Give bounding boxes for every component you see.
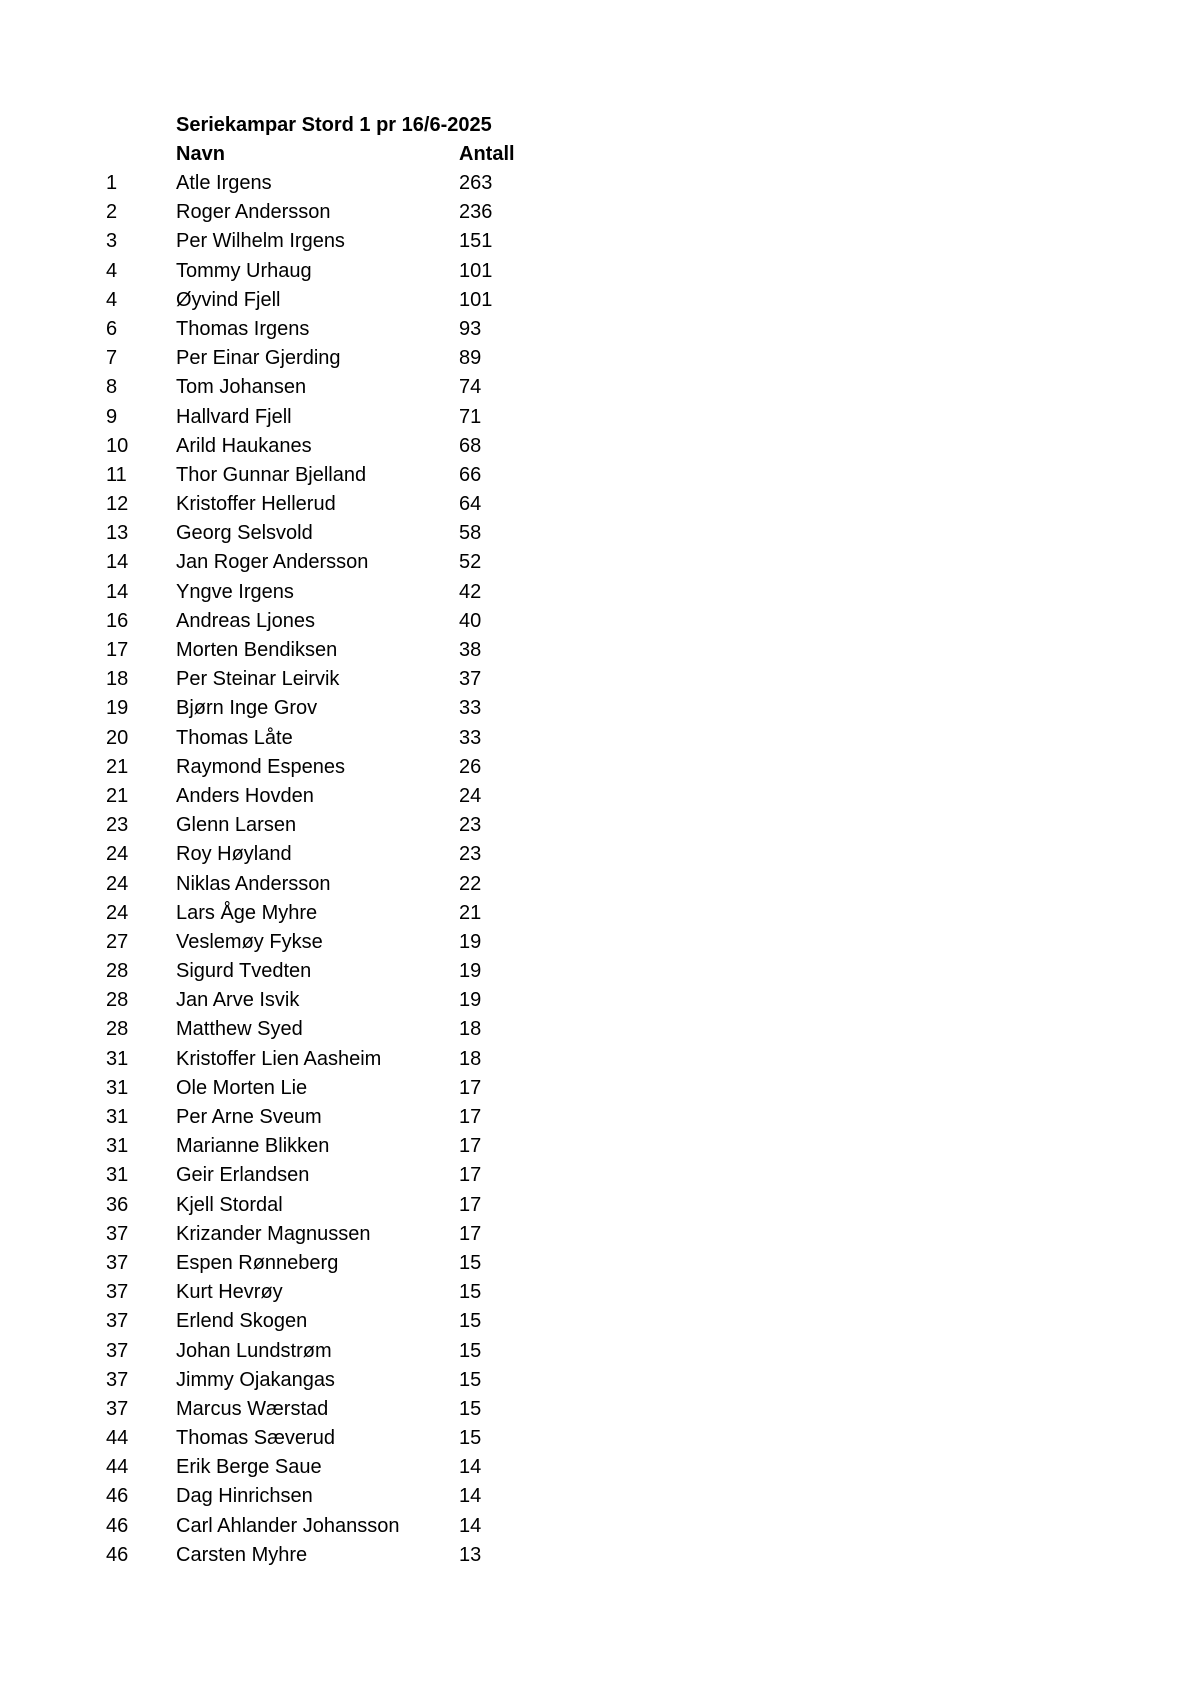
row-rank: 31 (106, 1135, 129, 1158)
row-count: 17 (459, 1164, 482, 1187)
row-name: Thor Gunnar Bjelland (176, 463, 367, 486)
table-row (0, 463, 600, 492)
table-row (0, 1339, 600, 1368)
row-count: 38 (459, 639, 482, 661)
table-row (0, 1514, 600, 1543)
row-count: 22 (459, 872, 482, 895)
row-count: 14 (459, 1514, 482, 1537)
row-count: 15 (459, 1368, 482, 1391)
row-rank: 37 (106, 1310, 129, 1333)
row-name: Andreas Ljones (176, 609, 315, 632)
row-name: Raymond Espenes (176, 755, 345, 778)
row-name: Per Steinar Leirvik (176, 668, 340, 691)
row-count: 18 (459, 1018, 482, 1041)
row-rank: 2 (106, 201, 118, 224)
table-row (0, 434, 600, 463)
row-rank: 46 (106, 1514, 129, 1537)
table-row (0, 200, 600, 229)
row-name: Georg Selsvold (176, 522, 313, 545)
row-rank: 19 (106, 697, 129, 720)
row-count: 37 (459, 668, 482, 691)
column-header-count: Antall (459, 143, 515, 165)
row-count: 26 (459, 755, 482, 778)
table-row (0, 609, 600, 638)
row-count: 236 (459, 201, 493, 224)
row-count: 33 (459, 697, 482, 720)
row-count: 89 (459, 347, 482, 370)
row-name: Kjell Stordal (176, 1193, 283, 1216)
row-count: 66 (459, 463, 482, 486)
row-count: 52 (459, 551, 482, 574)
table-row (0, 755, 600, 784)
row-name: Kristoffer Hellerud (176, 493, 336, 516)
row-rank: 44 (106, 1456, 129, 1479)
row-rank: 17 (106, 639, 129, 661)
table-body (0, 171, 600, 1572)
row-rank: 31 (106, 1076, 129, 1099)
row-name: Atle Irgens (176, 172, 272, 194)
row-name: Roy Høyland (176, 843, 292, 866)
table-row (0, 813, 600, 842)
table-row (0, 1163, 600, 1192)
row-count: 101 (459, 259, 493, 282)
table-row (0, 1193, 600, 1222)
row-rank: 37 (106, 1251, 129, 1274)
table-row (0, 288, 600, 317)
row-rank: 46 (106, 1543, 129, 1566)
row-rank: 1 (106, 172, 118, 194)
row-count: 74 (459, 376, 482, 399)
row-rank: 44 (106, 1427, 129, 1450)
row-count: 40 (459, 609, 482, 632)
table-row (0, 1280, 600, 1309)
row-name: Erlend Skogen (176, 1310, 308, 1333)
row-name: Tommy Urhaug (176, 259, 312, 282)
row-rank: 28 (106, 960, 129, 983)
table-row (0, 1017, 600, 1046)
row-rank: 21 (106, 784, 129, 807)
row-name: Roger Andersson (176, 201, 331, 224)
row-rank: 16 (106, 609, 129, 632)
row-count: 15 (459, 1427, 482, 1450)
row-count: 15 (459, 1339, 482, 1362)
table-row (0, 171, 600, 200)
row-name: Kurt Hevrøy (176, 1281, 283, 1304)
row-rank: 37 (106, 1339, 129, 1362)
row-rank: 28 (106, 989, 129, 1012)
table-row (0, 1105, 600, 1134)
table-row (0, 317, 600, 346)
row-rank: 3 (106, 230, 118, 253)
table-row (0, 988, 600, 1017)
row-rank: 37 (106, 1222, 129, 1245)
row-count: 14 (459, 1485, 482, 1508)
row-rank: 7 (106, 347, 118, 370)
table-row (0, 959, 600, 988)
row-name: Hallvard Fjell (176, 405, 292, 428)
row-count: 14 (459, 1456, 482, 1479)
row-rank: 4 (106, 259, 118, 282)
row-count: 17 (459, 1222, 482, 1245)
table-row (0, 1309, 600, 1338)
row-name: Marcus Wærstad (176, 1397, 329, 1420)
table-row (0, 638, 600, 667)
table-row (0, 1076, 600, 1105)
row-count: 19 (459, 930, 482, 953)
row-name: Jimmy Ojakangas (176, 1368, 335, 1391)
row-count: 24 (459, 784, 482, 807)
row-name: Lars Åge Myhre (176, 901, 318, 924)
row-name: Niklas Andersson (176, 872, 331, 895)
row-rank: 31 (106, 1106, 129, 1128)
row-count: 93 (459, 317, 482, 340)
row-rank: 13 (106, 522, 129, 545)
table-row (0, 1397, 600, 1426)
table-row (0, 1251, 600, 1280)
row-rank: 6 (106, 317, 118, 340)
row-name: Johan Lundstrøm (176, 1339, 332, 1362)
row-rank: 14 (106, 580, 129, 603)
row-count: 42 (459, 580, 482, 603)
row-name: Erik Berge Saue (176, 1456, 322, 1479)
row-count: 101 (459, 288, 493, 311)
table-row (0, 259, 600, 288)
table-row (0, 229, 600, 258)
row-name: Tom Johansen (176, 376, 307, 399)
row-rank: 24 (106, 901, 129, 924)
row-rank: 24 (106, 872, 129, 895)
row-count: 33 (459, 726, 482, 749)
row-rank: 27 (106, 930, 129, 953)
table-row (0, 1368, 600, 1397)
row-rank: 8 (106, 376, 118, 399)
table-row (0, 550, 600, 579)
table-row (0, 930, 600, 959)
row-count: 15 (459, 1310, 482, 1333)
row-rank: 18 (106, 668, 129, 691)
table-header (0, 142, 600, 166)
row-count: 23 (459, 814, 482, 837)
row-count: 17 (459, 1193, 482, 1216)
row-rank: 9 (106, 405, 118, 428)
row-rank: 10 (106, 434, 129, 457)
table-row (0, 842, 600, 871)
row-count: 23 (459, 843, 482, 866)
row-name: Yngve Irgens (176, 580, 294, 603)
row-count: 13 (459, 1543, 482, 1566)
table-row (0, 1426, 600, 1455)
table-row (0, 346, 600, 375)
row-count: 58 (459, 522, 482, 545)
table-row (0, 726, 600, 755)
row-count: 68 (459, 434, 482, 457)
row-name: Ole Morten Lie (176, 1076, 308, 1099)
row-name: Krizander Magnussen (176, 1222, 371, 1245)
row-name: Per Einar Gjerding (176, 347, 341, 370)
row-count: 19 (459, 960, 482, 983)
row-count: 18 (459, 1047, 482, 1070)
row-count: 15 (459, 1251, 482, 1274)
table-row (0, 375, 600, 404)
row-name: Carsten Myhre (176, 1543, 308, 1566)
row-rank: 36 (106, 1193, 129, 1216)
table-row (0, 405, 600, 434)
table-row (0, 1455, 600, 1484)
row-rank: 31 (106, 1164, 129, 1187)
row-name: Jan Arve Isvik (176, 989, 300, 1012)
row-name: Veslemøy Fykse (176, 930, 323, 953)
table-row (0, 901, 600, 930)
row-name: Geir Erlandsen (176, 1164, 310, 1187)
row-rank: 12 (106, 493, 129, 516)
row-name: Morten Bendiksen (176, 639, 338, 661)
page-title: Seriekampar Stord 1 pr 16/6-2025 (176, 114, 492, 136)
row-name: Glenn Larsen (176, 814, 297, 837)
row-rank: 20 (106, 726, 129, 749)
table-row (0, 1222, 600, 1251)
table-row (0, 1484, 600, 1513)
table-row (0, 521, 600, 550)
row-name: Arild Haukanes (176, 434, 312, 457)
table-row (0, 872, 600, 901)
row-name: Øyvind Fjell (176, 288, 281, 311)
row-rank: 46 (106, 1485, 129, 1508)
row-name: Dag Hinrichsen (176, 1485, 313, 1508)
table-row (0, 667, 600, 696)
row-rank: 14 (106, 551, 129, 574)
row-count: 21 (459, 901, 482, 924)
row-name: Matthew Syed (176, 1018, 303, 1041)
row-count: 151 (459, 230, 493, 253)
row-name: Per Wilhelm Irgens (176, 230, 345, 253)
row-name: Anders Hovden (176, 784, 314, 807)
row-count: 15 (459, 1281, 482, 1304)
table-row (0, 580, 600, 609)
row-name: Sigurd Tvedten (176, 960, 312, 983)
row-name: Marianne Blikken (176, 1135, 330, 1158)
row-rank: 21 (106, 755, 129, 778)
row-count: 17 (459, 1076, 482, 1099)
table-row (0, 784, 600, 813)
row-count: 64 (459, 493, 482, 516)
row-rank: 4 (106, 288, 118, 311)
row-rank: 23 (106, 814, 129, 837)
row-name: Thomas Låte (176, 726, 293, 749)
row-count: 19 (459, 989, 482, 1012)
row-rank: 31 (106, 1047, 129, 1070)
row-count: 263 (459, 172, 493, 194)
row-rank: 11 (106, 463, 127, 486)
table-row (0, 1047, 600, 1076)
row-rank: 37 (106, 1397, 129, 1420)
row-name: Carl Ahlander Johansson (176, 1514, 400, 1537)
row-rank: 37 (106, 1368, 129, 1391)
row-name: Thomas Irgens (176, 317, 310, 340)
row-rank: 28 (106, 1018, 129, 1041)
row-name: Thomas Sæverud (176, 1427, 335, 1450)
row-count: 17 (459, 1135, 482, 1158)
row-rank: 37 (106, 1281, 129, 1304)
row-count: 15 (459, 1397, 482, 1420)
row-name: Per Arne Sveum (176, 1106, 322, 1128)
row-count: 71 (459, 405, 482, 428)
table-row (0, 1543, 600, 1572)
table-row (0, 492, 600, 521)
row-name: Kristoffer Lien Aasheim (176, 1047, 382, 1070)
table-row (0, 696, 600, 725)
column-header-name: Navn (176, 143, 225, 165)
table-row (0, 1134, 600, 1163)
row-name: Espen Rønneberg (176, 1251, 339, 1274)
row-name: Bjørn Inge Grov (176, 697, 318, 720)
row-count: 17 (459, 1106, 482, 1128)
row-rank: 24 (106, 843, 129, 866)
row-name: Jan Roger Andersson (176, 551, 369, 574)
